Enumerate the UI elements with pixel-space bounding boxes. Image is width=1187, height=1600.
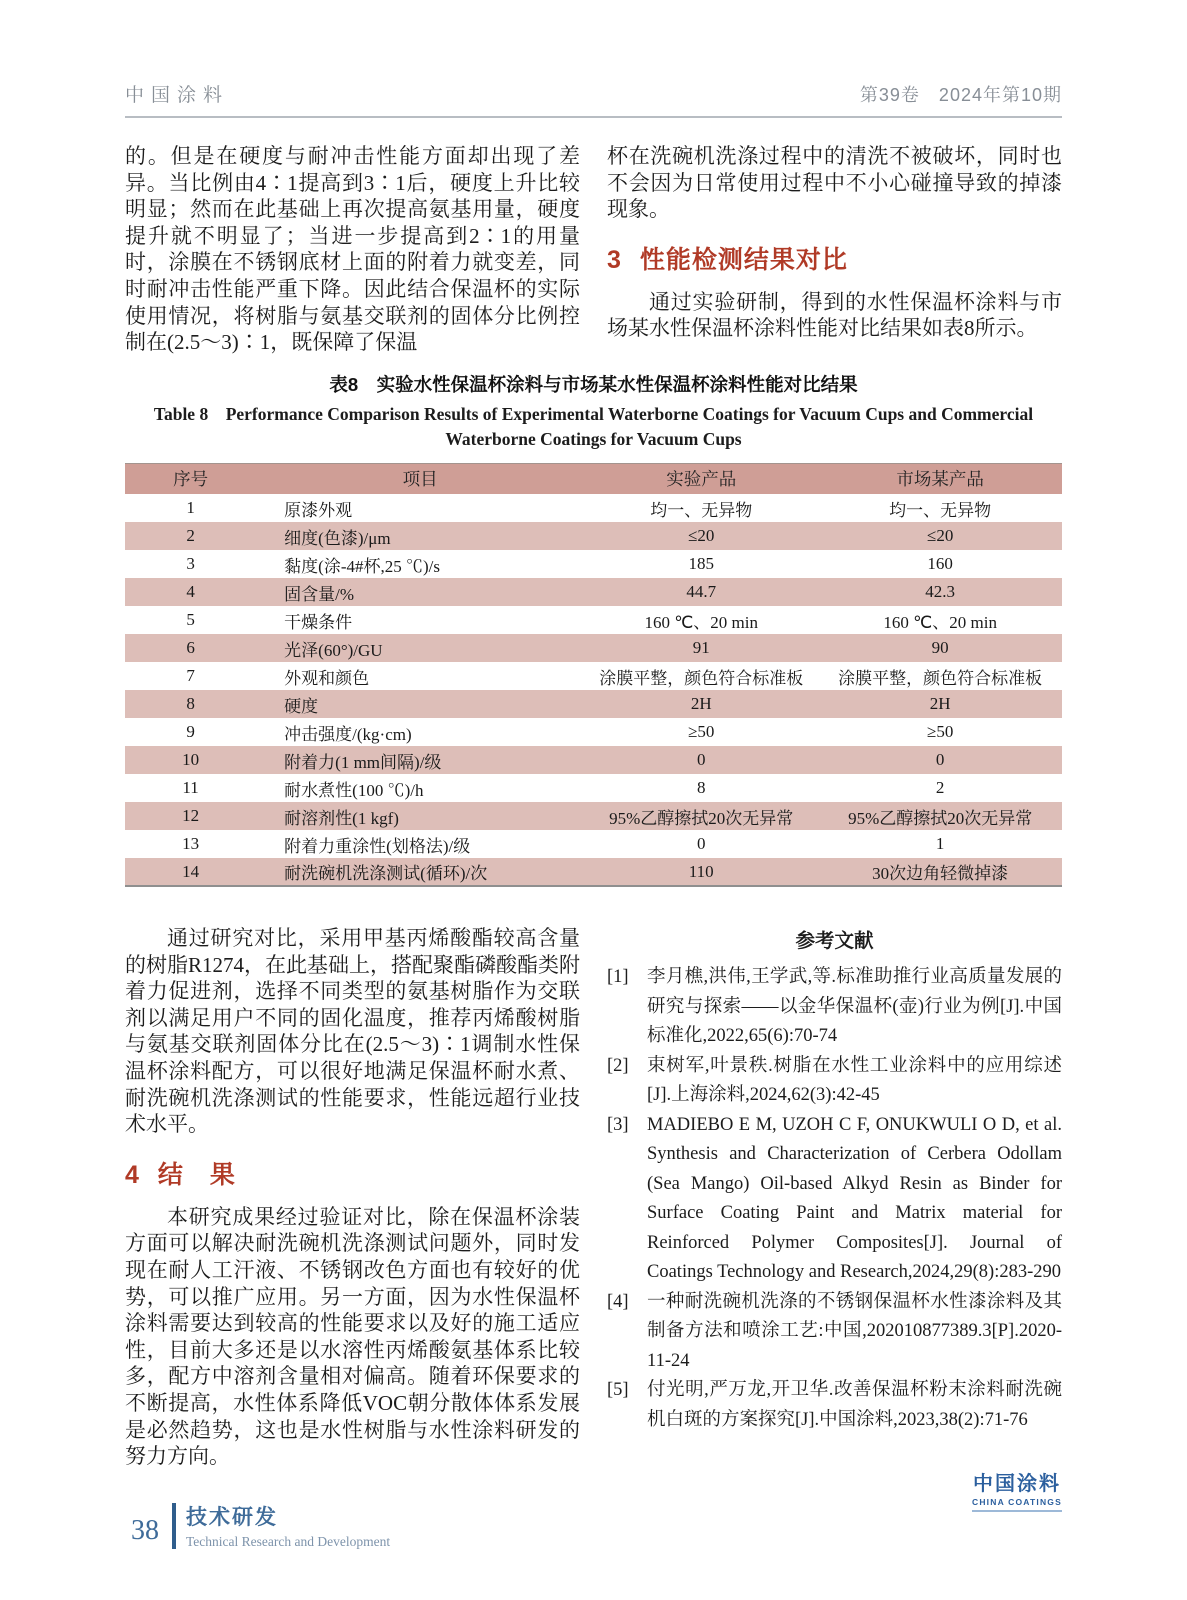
- table-cell: 2: [125, 522, 256, 550]
- table-cell: 14: [125, 858, 256, 886]
- reference-label: [4]: [607, 1291, 629, 1312]
- table-cell: 160 ℃、20 min: [883, 612, 997, 632]
- reference-item: [607, 1111, 1062, 1288]
- table-cell: 原漆外观: [284, 500, 353, 520]
- performance-table: [125, 463, 1062, 888]
- table-cell: 均一、无异物: [889, 500, 992, 520]
- intro-left-column: [125, 143, 580, 356]
- table-cell: 均一、无异物: [650, 500, 753, 520]
- references-heading: 参考文献: [795, 930, 874, 952]
- footer-column-labels: [186, 1501, 390, 1550]
- table-cell: 冲击强度/(kg·cm): [284, 724, 412, 744]
- table-row: [125, 606, 1062, 634]
- lower-right-column: [607, 925, 1062, 1512]
- section-4-number: 4: [125, 1160, 140, 1189]
- table-row: [125, 578, 1062, 606]
- table-cell: 44.7: [584, 578, 818, 606]
- table-caption-en: [125, 402, 1062, 453]
- table-cell: 2: [935, 778, 945, 797]
- table-row: [125, 746, 1062, 774]
- table-cell: 干燥条件: [284, 612, 353, 632]
- table-row: [125, 690, 1062, 718]
- table-row: [125, 858, 1062, 886]
- reference-label: [5]: [607, 1380, 629, 1400]
- lower-section: [125, 925, 1062, 1512]
- table-cell: 固含量/%: [256, 578, 584, 606]
- table-cell: ≤20: [818, 522, 1062, 550]
- intro-right-column: [607, 143, 1062, 356]
- table-header-index: 序号: [125, 463, 256, 494]
- intro-right-paragraph: 杯在洗碗机洗涤过程中的清洗不被破坏，同时也不会因为日常使用过程中不小心碰撞导致的掉漆现象。: [607, 144, 1062, 222]
- table-cell: 0: [584, 746, 818, 774]
- page-footer: [131, 1501, 390, 1550]
- logo-zh-text: 中国涂料: [973, 1473, 1061, 1495]
- table-cell: 0: [696, 834, 706, 853]
- reference-item: [607, 963, 1062, 1052]
- discussion-paragraph: 通过研究对比，采用甲基丙烯酸酯较高含量的树脂R1274，在此基础上，搭配聚酯磷酸酯类附着力促进剂，选择不同类型的氨基树脂作为交联剂以满足用户不同的固化温度，推荐丙烯酸树脂与氨基交联剂固体分比在(2.5～3)∶1调制水性保温杯涂料配方，可以很好地满足保温杯耐水煮、耐洗碗机洗涤测试的性能要求，性能远超行业技术水平。: [125, 926, 581, 1137]
- table-cell: 10: [125, 746, 256, 774]
- table-cell: 2H: [818, 690, 1062, 718]
- section-3-title: 性能检测结果对比: [639, 245, 848, 274]
- reference-label: [3]: [607, 1114, 629, 1135]
- section-3-number: 3: [607, 245, 622, 274]
- table-cell: 光泽(60°)/GU: [256, 634, 584, 662]
- table-caption-en-line2: Waterborne Coatings for Vacuum Cups: [445, 429, 742, 450]
- table-header-commercial: 市场某产品: [818, 463, 1062, 494]
- section-3-heading: [607, 245, 1062, 275]
- table-cell: 185: [688, 554, 714, 573]
- table-cell: 30次边角轻微掉漆: [818, 858, 1062, 886]
- table-cell: 2H: [584, 690, 818, 718]
- table-cell: 附着力重涂性(划格法)/级: [284, 836, 471, 856]
- table-cell: 8: [696, 778, 706, 797]
- table-cell: 耐洗碗机洗涤测试(循环)/次: [256, 858, 584, 886]
- table-cell: 91: [584, 634, 818, 662]
- table-cell: 160: [927, 554, 953, 573]
- reference-text: 束树军,叶景秩.树脂在水性工业涂料中的应用综述[J].上海涂料,2024,62(3):42-45: [647, 1055, 1062, 1105]
- section-4-title: 结 果: [157, 1160, 236, 1189]
- table-cell: 耐溶剂性(1 kgf): [256, 802, 584, 830]
- table-cell: 8: [125, 690, 256, 718]
- table-cell: 95%乙醇擦拭20次无异常: [584, 802, 818, 830]
- table-cell: 9: [186, 722, 195, 741]
- table-cell: 细度(色漆)/μm: [256, 522, 584, 550]
- table-cell: 90: [818, 634, 1062, 662]
- table-row: [125, 522, 1062, 550]
- page-number: 38: [131, 1514, 159, 1546]
- table-row: [125, 634, 1062, 662]
- table-cell: 42.3: [818, 578, 1062, 606]
- table-cell: ≥50: [688, 722, 715, 741]
- issue-info: 第39卷 2024年第10期: [859, 85, 1062, 105]
- table-cell: 110: [584, 858, 818, 886]
- publisher-logo: [607, 1467, 1062, 1512]
- table-header-experimental: 实验产品: [584, 463, 818, 494]
- table-cell: 硬度: [256, 690, 584, 718]
- table-row: [125, 802, 1062, 830]
- reference-text: 付光明,严万龙,开卫华.改善保温杯粉末涂料耐洗碗机白斑的方案探究[J].中国涂料,2023,38(2):71-76: [647, 1380, 1062, 1430]
- table-cell: 0: [818, 746, 1062, 774]
- table-cell: 5: [186, 610, 195, 629]
- journal-name: 中国涂料: [125, 85, 230, 106]
- section-4-heading: [125, 1160, 580, 1190]
- table-row: [125, 494, 1062, 522]
- table-cell: 13: [182, 834, 200, 853]
- reference-text: 一种耐洗碗机洗涤的不锈钢保温杯水性漆涂料及其制备方法和喷涂工艺:中国,202010877389.3[P].2020-11-24: [647, 1291, 1062, 1371]
- table-caption-en-line1: Table 8 Performance Comparison Results of Experimental Waterborne Coatings for Vacuum Cups and Commercial: [153, 403, 1034, 424]
- table-row: [125, 662, 1062, 690]
- table-cell: ≥50: [927, 722, 954, 741]
- table-cell: 4: [125, 578, 256, 606]
- table-cell: 160 ℃、20 min: [644, 612, 758, 632]
- reference-item: [607, 1376, 1062, 1435]
- table-cell: 1: [935, 834, 945, 853]
- footer-divider-bar: [172, 1503, 176, 1549]
- table-cell: 11: [182, 778, 199, 797]
- table-cell: 1: [186, 498, 195, 517]
- reference-label: [2]: [607, 1055, 629, 1076]
- performance-table-head: [125, 463, 1062, 494]
- reference-text: MADIEBO E M, UZOH C F, ONUKWULI O D, et al. Synthesis and Characterization of Cerbera Odollam (Sea Mango) Oil-based Alkyd Resin as Binder for Surface Coating Paint and Matrix material for Reinforced Polymer Composites[J]. Journal of Coatings Technology and Research,2024,29(8):283-290: [647, 1114, 1062, 1282]
- table-cell: ≤20: [584, 522, 818, 550]
- table-header-item: 项目: [256, 463, 584, 494]
- table-cell: 6: [125, 634, 256, 662]
- table-cell: 95%乙醇擦拭20次无异常: [818, 802, 1062, 830]
- table-row: [125, 550, 1062, 578]
- table-row: [125, 718, 1062, 746]
- table-caption-zh: 表8 实验水性保温杯涂料与市场某水性保温杯涂料性能对比结果: [329, 373, 858, 395]
- reference-label: [1]: [607, 967, 629, 987]
- page-header: [125, 80, 1062, 118]
- footer-column-en: Technical Research and Development: [186, 1534, 391, 1549]
- reference-text: 李月樵,洪伟,王学武,等.标准助推行业高质量发展的研究与探索——以金华保温杯(壶)行业为例[J].中国标准化,2022,65(6):70-74: [647, 967, 1062, 1046]
- table-cell: 涂膜平整，颜色符合标准板: [599, 668, 804, 688]
- performance-table-body: [125, 494, 1062, 886]
- table-cell: 12: [125, 802, 256, 830]
- section-3-paragraph: 通过实验研制，得到的水性保温杯涂料与市场某水性保温杯涂料性能对比结果如表8所示。: [607, 289, 1062, 341]
- publisher-logo-inner: [972, 1467, 1062, 1512]
- table-8-block: [125, 371, 1062, 887]
- intro-left-paragraph: 的。但是在硬度与耐冲击性能方面却出现了差异。当比例由4∶1提高到3∶1后，硬度上升比较明显；然而在此基础上再次提高氨基用量，硬度提升就不明显了；当进一步提高到2∶1的用量时，涂膜在不锈钢底材上面的附着力就变差，同时耐冲击性能严重下降。因此结合保温杯的实际使用情况，将树脂与氨基交联剂的固体分比例控制在(2.5～3)∶1，既保障了保温: [125, 144, 580, 355]
- logo-en-text: CHINA COATINGS: [972, 1497, 1062, 1507]
- section-4-paragraph: 本研究成果经过验证对比，除在保温杯涂装方面可以解决耐洗碗机洗涤测试问题外，同时发现在耐人工汗液、不锈钢改色方面也有较好的优势，可以推广应用。另一方面，因为水性保温杯涂料需要达到较高的性能要求以及好的施工适应性，目前大多还是以水溶性丙烯酸氨基体系比较多，配方中溶剂含量相对偏高。随着环保要求的不断提高，水性体系降低VOC朝分散体体系发展是必然趋势，这也是水性树脂与水性涂料研发的努力方向。: [125, 1204, 580, 1469]
- table-row: [125, 830, 1062, 858]
- table-cell: 耐水煮性(100 ℃)/h: [284, 780, 424, 800]
- reference-item: [607, 1288, 1062, 1377]
- reference-item: [607, 1052, 1062, 1111]
- lower-left-column: [125, 925, 580, 1512]
- reference-list: [607, 963, 1062, 1435]
- table-cell: 3: [186, 554, 195, 573]
- table-row: [125, 774, 1062, 802]
- table-header-row: [125, 463, 1062, 494]
- table-cell: 7: [186, 666, 195, 685]
- table-cell: 附着力(1 mm间隔)/级: [256, 746, 584, 774]
- table-cell: 涂膜平整，颜色符合标准板: [838, 668, 1043, 688]
- footer-column-zh: 技术研发: [186, 1506, 278, 1529]
- table-cell: 外观和颜色: [284, 668, 370, 688]
- table-cell: 黏度(涂-4#杯,25 ℃)/s: [284, 556, 440, 576]
- intro-section: [125, 143, 1062, 356]
